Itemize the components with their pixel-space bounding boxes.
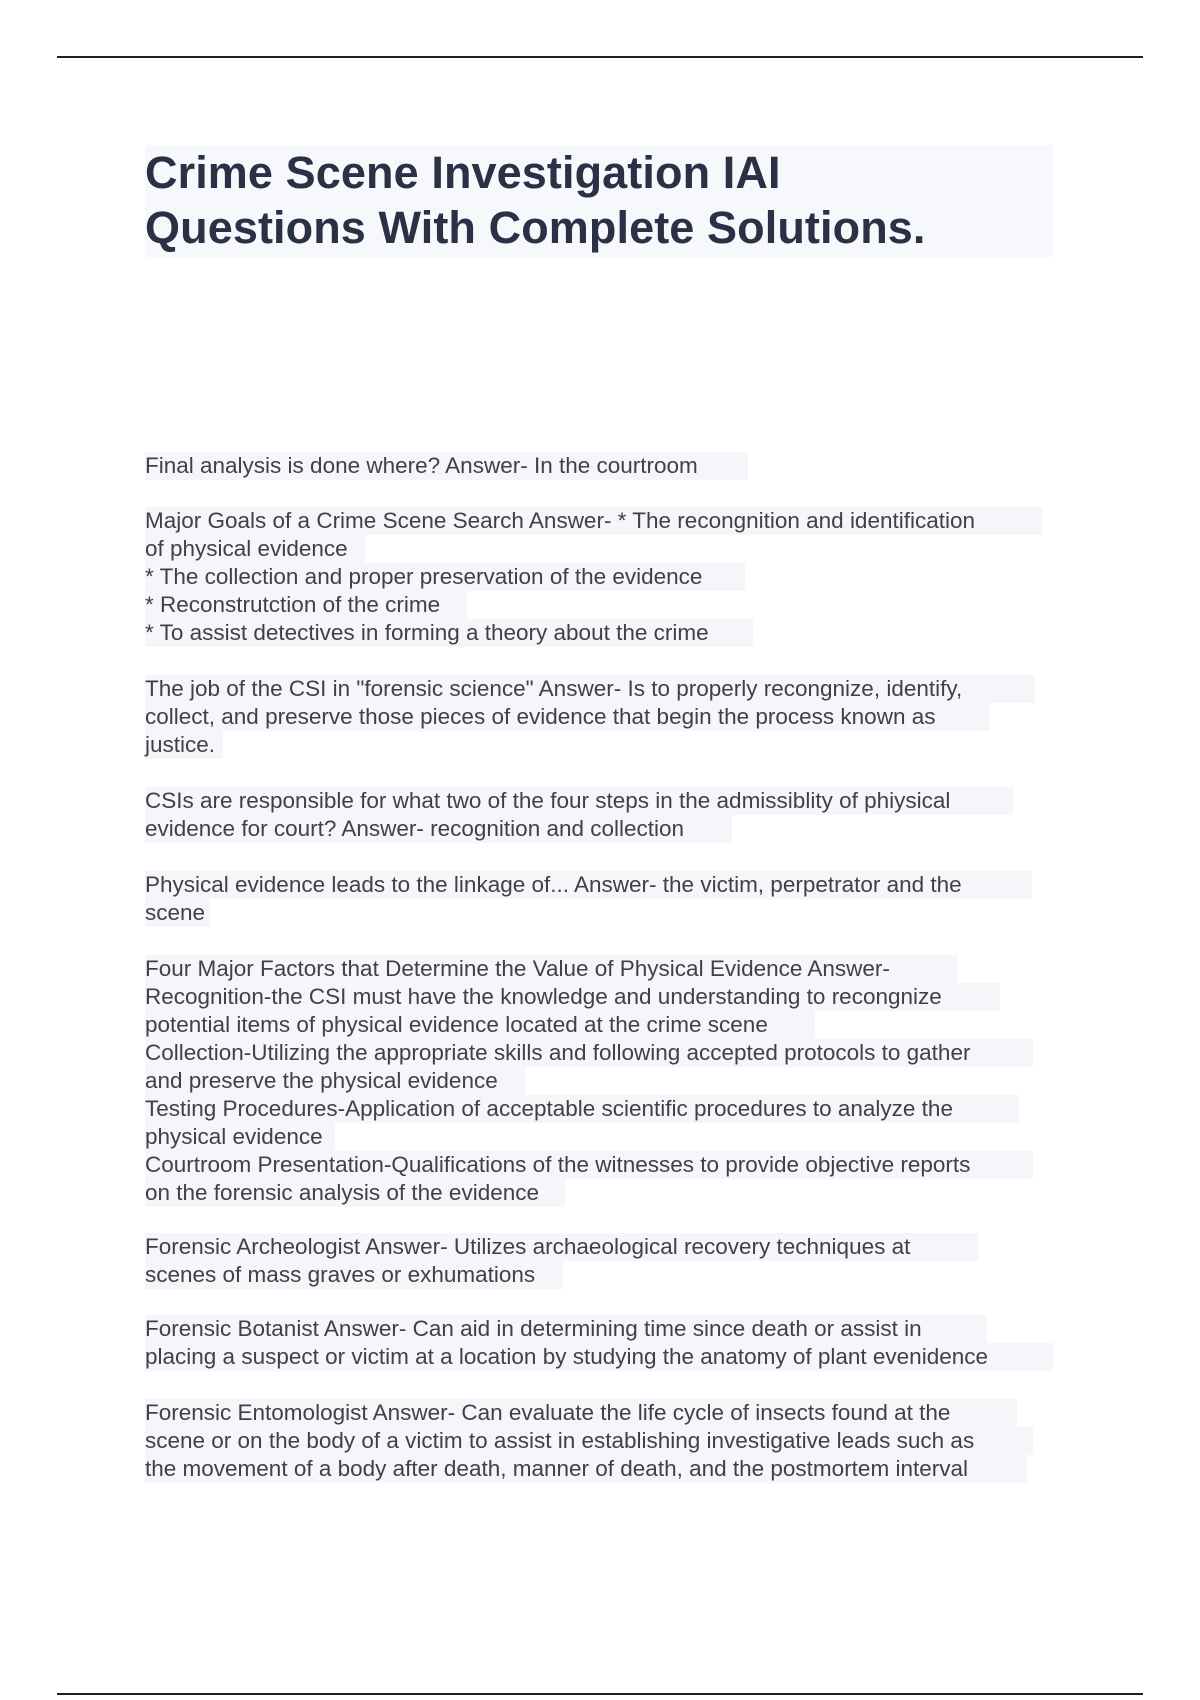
qa-line: Final analysis is done where? Answer- In the courtroom xyxy=(145,452,698,480)
qa-line: The job of the CSI in "forensic science" Answer- Is to properly recongnize, identify, xyxy=(145,675,962,703)
bottom-rule xyxy=(57,1693,1143,1695)
qa-line: CSIs are responsible for what two of the four steps in the admissiblity of phiysical xyxy=(145,787,950,815)
document-title xyxy=(145,145,1053,257)
qa-line: * To assist detectives in forming a theory about the crime xyxy=(145,619,709,647)
qa-line: evidence for court? Answer- recognition and collection xyxy=(145,815,684,843)
qa-line: Forensic Entomologist Answer- Can evaluate the life cycle of insects found at the xyxy=(145,1399,950,1427)
qa-line: * The collection and proper preservation of the evidence xyxy=(145,563,702,591)
qa-line: justice. xyxy=(145,731,215,759)
qa-line: Forensic Archeologist Answer- Utilizes archaeological recovery techniques at xyxy=(145,1233,910,1261)
qa-line: scenes of mass graves or exhumations xyxy=(145,1261,535,1289)
qa-line: placing a suspect or victim at a location by studying the anatomy of plant evenidence xyxy=(145,1343,988,1371)
qa-line: the movement of a body after death, manner of death, and the postmortem interval xyxy=(145,1455,968,1483)
qa-line: scene or on the body of a victim to assist in establishing investigative leads such as xyxy=(145,1427,974,1455)
qa-line: potential items of physical evidence located at the crime scene xyxy=(145,1011,768,1039)
qa-line: Collection-Utilizing the appropriate skills and following accepted protocols to gather xyxy=(145,1039,970,1067)
title-line-1: Crime Scene Investigation IAI xyxy=(145,147,781,198)
qa-line: Courtroom Presentation-Qualifications of the witnesses to provide objective reports xyxy=(145,1151,970,1179)
qa-line: physical evidence xyxy=(145,1123,323,1151)
qa-line: Recognition-the CSI must have the knowledge and understanding to recongnize xyxy=(145,983,942,1011)
qa-line: Physical evidence leads to the linkage of... Answer- the victim, perpetrator and the xyxy=(145,871,962,899)
qa-line: Testing Procedures-Application of acceptable scientific procedures to analyze the xyxy=(145,1095,953,1123)
qa-line: on the forensic analysis of the evidence xyxy=(145,1179,539,1207)
title-line-2: Questions With Complete Solutions. xyxy=(145,202,926,253)
qa-line: Major Goals of a Crime Scene Search Answer- * The recongnition and identification xyxy=(145,507,975,535)
qa-line: of physical evidence xyxy=(145,535,348,563)
top-rule xyxy=(57,56,1143,58)
qa-line: scene xyxy=(145,899,205,927)
qa-line: Forensic Botanist Answer- Can aid in determining time since death or assist in xyxy=(145,1315,922,1343)
qa-line: and preserve the physical evidence xyxy=(145,1067,498,1095)
qa-line: collect, and preserve those pieces of evidence that begin the process known as xyxy=(145,703,935,731)
qa-line: * Reconstrutction of the crime xyxy=(145,591,440,619)
qa-line: Four Major Factors that Determine the Value of Physical Evidence Answer- xyxy=(145,955,890,983)
